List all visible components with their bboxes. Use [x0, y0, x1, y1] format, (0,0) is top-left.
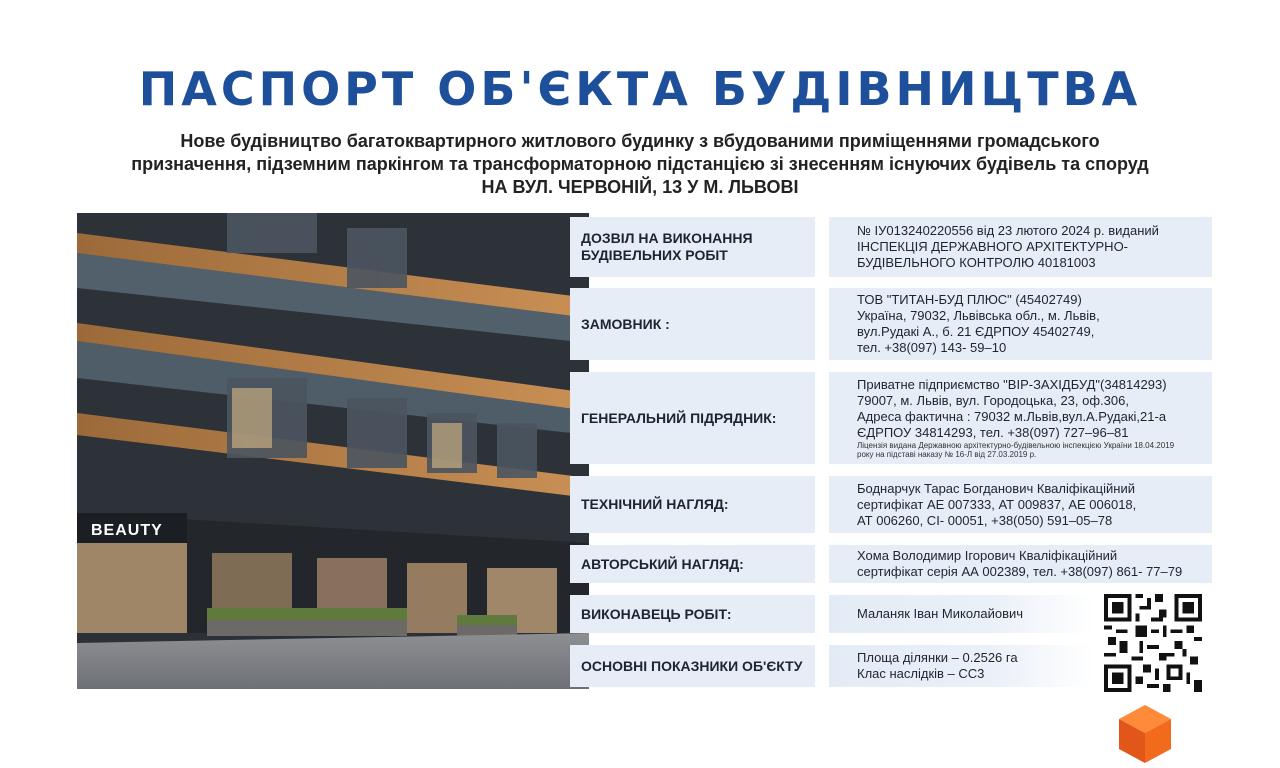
row-contractor-value	[829, 372, 1212, 464]
value-line: Боднарчук Тарас Богданович Кваліфікаційний	[857, 480, 1135, 496]
row-tech-supervision-value	[829, 476, 1212, 533]
value-line: Приватне підприємство "ВІР-ЗАХІДБУД"(34814293)	[857, 377, 1167, 392]
row-author-supervision-value	[829, 545, 1212, 583]
license-note: року на підставі наказу № 16-Л від 27.03.2019 р.	[857, 450, 1037, 459]
row-executor-label: ВИКОНАВЕЦЬ РОБІТ:	[570, 595, 815, 633]
row-customer-value	[829, 288, 1212, 360]
row-permit-label: ДОЗВІЛ НА ВИКОНАННЯ БУДІВЕЛЬНИХ РОБІТ	[570, 217, 815, 277]
cube-logo	[1119, 705, 1171, 763]
subtitle-line-1: Нове будівництво багатоквартирного житлового будинку з вбудованими приміщеннями громадського	[180, 131, 1100, 151]
row-contractor-label: ГЕНЕРАЛЬНИЙ ПІДРЯДНИК:	[570, 372, 815, 464]
value-line: Маланяк Іван Миколайович	[857, 606, 1024, 621]
value-line: Україна, 79032, Львівська обл., м. Львів,	[857, 308, 1100, 323]
value-line: сертифікат АЕ 007333, АТ 009837, АЕ 006018,	[857, 496, 1137, 512]
beauty-sign: BEAUTY	[91, 522, 163, 539]
value-line: вул.Рудакі А., б. 21 ЄДРПОУ 45402749,	[857, 324, 1095, 339]
row-tech-supervision-label: ТЕХНІЧНИЙ НАГЛЯД:	[570, 476, 815, 533]
row-executor-value	[829, 595, 1094, 633]
subtitle-line-2: призначення, підземним паркінгом та трансформаторною підстанцією зі знесенням існуючих будівель та споруд	[131, 154, 1149, 174]
value-line: сертифікат серія АА 002389, тел. +38(097) 861- 77–79	[857, 564, 1183, 579]
value-line: Адреса фактична : 79032 м.Львів,вул.А.Рудакі,21-а	[857, 409, 1167, 424]
value-line: ІНСПЕКЦІЯ ДЕРЖАВНОГО АРХІТЕКТУРНО-	[857, 239, 1129, 254]
value-line: Площа ділянки – 0.2526 га	[857, 650, 1018, 665]
value-line: ЄДРПОУ 34814293, тел. +38(097) 727–96–81	[857, 425, 1129, 440]
page-title: ПАСПОРТ ОБ'ЄКТА БУДІВНИЦТВА	[138, 62, 1142, 116]
value-line: БУДІВЕЛЬНОГО КОНТРОЛЮ 40181003	[857, 255, 1096, 270]
value-line: 79007, м. Львів, вул. Городоцька, 23, оф.306,	[857, 393, 1129, 408]
qr-code[interactable]	[1104, 594, 1202, 692]
row-author-supervision-label: АВТОРСЬКИЙ НАГЛЯД:	[570, 545, 815, 583]
row-permit-value	[829, 217, 1212, 277]
value-line: ТОВ "ТИТАН-БУД ПЛЮС" (45402749)	[857, 292, 1082, 307]
row-indicators-value	[829, 645, 1094, 687]
value-line: АТ 006260, СІ- 00051, +38(050) 591–05–78	[857, 512, 1113, 528]
row-customer-label: ЗАМОВНИК :	[570, 288, 815, 360]
value-line: Хома Володимир Ігорович Кваліфікаційний	[857, 548, 1118, 563]
project-description	[60, 130, 1220, 199]
subtitle-line-3: НА ВУЛ. ЧЕРВОНІЙ, 13 У М. ЛЬВОВІ	[481, 177, 799, 197]
row-indicators-label: ОСНОВНІ ПОКАЗНИКИ ОБ'ЄКТУ	[570, 645, 815, 687]
value-line: тел. +38(097) 143- 59–10	[857, 340, 1007, 355]
building-rendering	[77, 213, 589, 689]
value-line: Клас наслідків – СС3	[857, 666, 985, 681]
license-note: Ліцензія видана Державною архітектурно-будівельною інспекцією України 18.04.2019	[857, 441, 1175, 450]
value-line: № ІУ013240220556 від 23 лютого 2024 р. виданий	[857, 223, 1159, 238]
